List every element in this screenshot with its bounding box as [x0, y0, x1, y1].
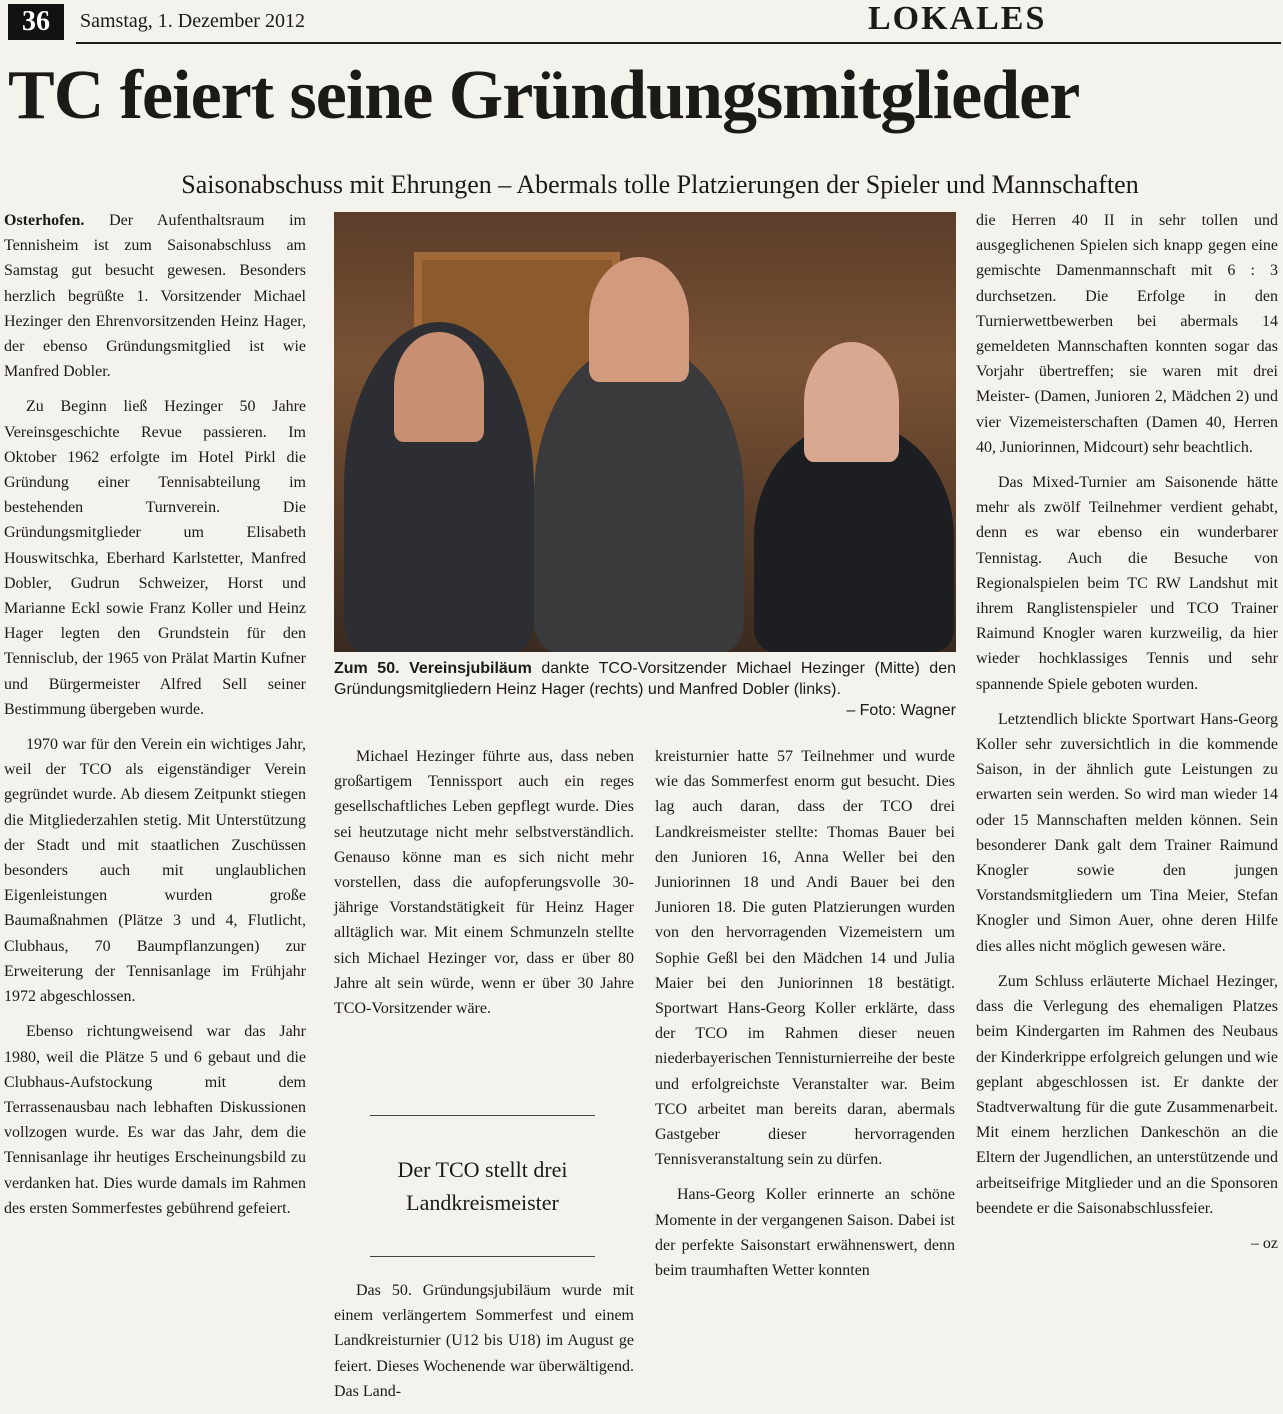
article-subheadline: Saisonabschuss mit Ehrungen – Abermals tolle Platzierungen der Spieler und Mannschaften	[181, 170, 1139, 199]
paragraph: Zum Schluss erläuterte Michael Hezinger, dass die Verlegung des ehemaligen Platzes beim Kindergarten im Rahmen des Neubaus der Kinderkrippe erfolgreich gelungen und wie geplant abgeschlossen ist. Er dankte der Stadtverwaltung für die gute Zusammenarbeit. Mit einem herzlichen Dankeschön an die Eltern der Jugendlichen, an unterstützende und arbeitseifrige Mitglieder und an die Sponsoren beendete er die Saisonabschlussfeier.	[976, 972, 1278, 1217]
caption-lead: Zum 50. Vereinsjubiläum	[334, 660, 532, 677]
photo-person-center	[534, 342, 744, 652]
paragraph: kreisturnier hatte 57 Teilnehmer und wurde wie das Sommerfest enorm gut besucht. Dies lag auch daran, dass der TCO drei Landkreismeister stellte: Thomas Bauer bei den Junioren 16, Anna Weller bei den Juniorinnen 18 und Andi Bauer bei den Junioren 18. Die guten Platzierungen wurden von den hervorragenden Vizemeistern um Sophie Geßl bei den Mädchen 14 und Julia Maier bei den Juniorinnen 18 bestätigt. Sportwart Hans-Georg Koller erklärte, dass der TCO im Rahmen dieser neuen niederbayerischen Tennisturnierreihe der beste und erfolgreichste Veranstalter war. Beim TCO arbeitet man bereits daran, abermals Gastgeber dieser hervorragenden Tennisveranstaltung sein zu dürfen.	[655, 748, 955, 1169]
paragraph: Das 50. Gründungsjubiläum wurde mit einem verlängertem Sommerfest und einem Landkreisturnier (U12 bis U18) im August ge feiert. Dieses Wochenende war überwältigend. Das Land-	[334, 1282, 634, 1400]
paragraph: Hans-Georg Koller erinnerte an schöne Momente in der vergangenen Saison. Dabei ist der perfekte Saisonstart erwähnenswert, denn beim traumhaften Wetter konnten	[655, 1186, 955, 1280]
photo-caption	[334, 658, 956, 721]
article-headline: TC feiert seine Gründungsmitglieder	[8, 57, 1080, 134]
paragraph: Das Mixed-Turnier am Saisonende hätte mehr als zwölf Teilnehmer verdient gehabt, denn es war ebenso ein wunderbarer Tennistag. Auch die Besuche von Regionalspielen beim TC RW Landshut mit ihrem Ranglistenspieler und TCO Trainer Raimund Knogler waren kurzweilig, da hier wieder hochklassiges Tennis und sehr spannende Spiele geboten wurden.	[976, 474, 1278, 693]
paragraph: Ebenso richtungweisend war das Jahr 1980, weil die Plätze 5 und 6 gebaut und die Clubhaus-Aufstockung mit dem Terrassenausbau nach lebhaften Diskussionen vollzogen wurde. Es war das Jahr, dem die Tennisanlage ihr heutiges Erscheinungsbild zu verdanken hat. Dies wurde damals im Rahmen des ersten Sommerfestes gebührend gefeiert.	[4, 1023, 306, 1217]
article-column-1	[4, 208, 306, 1231]
section-heading-box	[370, 1115, 595, 1257]
header-rule	[76, 42, 1281, 44]
photo-face-left	[394, 332, 484, 442]
paragraph: Osterhofen. Der Aufenthaltsraum im Tennisheim ist zum Saisonabschluss am Samstag gut besucht gewesen. Besonders herzlich begrüßte 1. Vorsitzender Michael Hezinger den Ehrenvorsitzenden Heinz Hager, der ebenso Gründungsmitglied ist wie Manfred Dobler.	[4, 212, 307, 381]
photo-face-right	[804, 342, 899, 462]
article-photo	[334, 212, 956, 652]
page-header	[0, 0, 1283, 46]
paragraph: Michael Hezinger führte aus, dass neben großartigem Tennissport auch ein reges gesellschaftliches Leben gepflegt wurde. Dies sei heutzutage nicht mehr selbstverständlich. Genauso könne man es sich nicht mehr vorstellen, dass die aufopferungsvolle 30-jährige Vorstandstätigkeit für Heinz Hager alltäglich war. Mit einem Schmunzeln stellte sich Michael Hezinger vor, dass er über 80 Jahre alt sein würde, wenn er über 30 Jahre TCO-Vorsitzender wäre.	[334, 748, 634, 1018]
article-column-4	[976, 208, 1278, 1256]
dateline: Osterhofen.	[4, 212, 85, 229]
page-number: 36	[8, 4, 64, 40]
caption-text: dankte TCO-Vorsitzender Michael Hezinger (Mitte) den Gründungsmitgliedern Heinz Hager (rechts) und Manfred Dobler (links).	[334, 660, 956, 698]
section-heading: Der TCO stellt drei Landkreismeister	[397, 1157, 568, 1215]
section-title: LOKALES	[868, 0, 1047, 37]
paragraph: Letztendlich blickte Sportwart Hans-Georg Koller sehr zuversichtlich in die kommende Saison, in der ähnlich gute Leistungen zu erwarten sein werden. So wird man wieder 14 oder 15 Mannschaften melden können. Sein besonderer Dank galt dem Trainer Raimund Knogler sowie den jungen Vorstandsmitgliedern um Tina Meier, Stefan Knogler und Simon Auer, ohne deren Hilfe dies alles nicht möglich gewesen wäre.	[976, 710, 1278, 955]
article-column-3	[655, 744, 955, 1293]
photo-face-center	[589, 257, 689, 382]
paragraph: die Herren 40 II in sehr tollen und ausgeglichenen Spielen sich knapp gegen eine gemischte Damenmannschaft mit 6 : 3 durchsetzen. Die Erfolge in den Turnierwettbewerben bei abermals 14 gemeldeten Mannschaften konnten sogar das Vorjahr übertreffen; sie waren mit drei Meister- (Damen, Junioren 2, Mädchen 2) und vier Vizemeisterschaften (Damen 40, Herren 40, Juniorinnen, Midcourt) sehr beachtlich.	[976, 212, 1278, 456]
photo-credit: – Foto: Wagner	[846, 702, 956, 719]
issue-date: Samstag, 1. Dezember 2012	[80, 10, 305, 32]
article-column-2	[334, 744, 634, 1031]
paragraph: Zu Beginn ließ Hezinger 50 Jahre Vereinsgeschichte Revue passieren. Im Oktober 1962 erfolgte im Hotel Pirkl die Gründung einer Tennisabteilung im bestehenden Turnverein. Die Gründungsmitglieder um Elisabeth Houswitschka, Eberhard Karlstetter, Manfred Dobler, Gudrun Schweizer, Horst und Marianne Eckl sowie Franz Koller und Heinz Hager legten den Grundstein für den Tennisclub, der 1965 von Prälat Martin Kufner und Bürgermeister Alfred Sell seiner Bestimmung übergeben wurde.	[4, 398, 306, 718]
paragraph: 1970 war für den Verein ein wichtiges Jahr, weil der TCO als eigenständiger Verein gegründet wurde. Ab diesem Zeitpunkt stiegen die Mitgliederzahlen stetig. Mit Unterstützung der Stadt und mit staatlichen Zuschüssen besonders auch mit unglaublichen Eigenleistungen wurden große Baumaßnahmen (Plätze 3 und 4, Flutlicht, Clubhaus, 70 Baumpflanzungen) zur Erweiterung der Tennisanlage im Frühjahr 1972 abgeschlossen.	[4, 736, 306, 1006]
author-signature: – oz	[1250, 1234, 1278, 1252]
article-column-2-continued	[334, 1278, 634, 1414]
